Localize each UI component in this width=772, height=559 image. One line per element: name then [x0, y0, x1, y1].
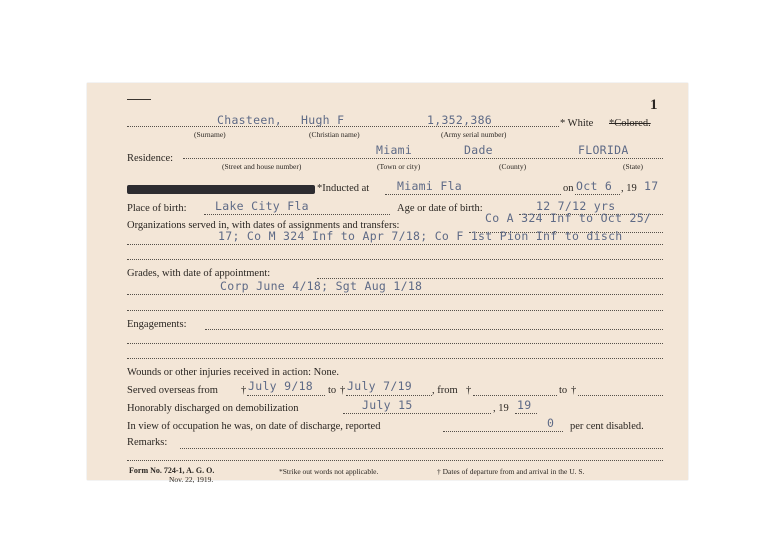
town-label: (Town or city)	[377, 162, 421, 171]
overseas-to-label: to	[328, 385, 337, 396]
remarks-label: Remarks:	[127, 437, 168, 448]
footnote-strike: *Strike out words not applicable.	[279, 467, 379, 476]
organizations-line1: Co A 324 Inf to Oct 25/	[485, 211, 652, 225]
residence-line	[183, 158, 663, 159]
birth-place: Lake City Fla	[215, 199, 309, 213]
residence-state: FLORIDA	[578, 143, 629, 157]
inducted-place: Miami Fla	[397, 179, 463, 193]
on-label: on	[563, 183, 574, 194]
birth-place-line	[204, 214, 390, 215]
county-label: (County)	[499, 162, 527, 171]
age-label: Age or date of birth:	[397, 203, 483, 214]
residence-label: Residence:	[127, 153, 174, 164]
discharge-date: July 15	[362, 398, 413, 412]
overseas-to-line	[346, 395, 432, 396]
overseas-from2-line	[473, 395, 557, 396]
discharge-date-line	[343, 413, 491, 414]
race-white: * White	[560, 118, 594, 129]
redacted-enlistment-text	[127, 185, 315, 194]
birth-age: 12 7/12 yrs	[536, 199, 616, 213]
occupation-label: In view of occupation he was, on date of discharge, reported	[127, 421, 381, 432]
state-label: (State)	[623, 162, 643, 171]
overseas-from-date: July 9/18	[248, 379, 314, 393]
footnote-dates: † Dates of departure from and arrival in the U. S.	[437, 467, 585, 476]
christian-name-value: Hugh F	[301, 113, 345, 127]
disability-line	[443, 431, 563, 432]
engagements-line3-rule	[127, 358, 663, 359]
race-colored-struck: *Colored.	[609, 118, 651, 129]
overseas-from-line	[247, 395, 325, 396]
induction-date-line	[575, 194, 620, 195]
form-number: Form No. 724-1, A. G. O.	[129, 466, 215, 475]
grades-label: Grades, with date of appointment:	[127, 268, 271, 279]
overseas-from2-dagger: †	[466, 385, 472, 396]
wounds-label: Wounds or other injuries received in action: None.	[127, 367, 340, 378]
serial-label: (Army serial number)	[441, 130, 507, 139]
form-date: Nov. 22, 1919.	[169, 475, 214, 484]
place-of-birth-label: Place of birth:	[127, 203, 187, 214]
grades-line2-rule	[127, 294, 663, 295]
inducted-place-line	[385, 194, 561, 195]
overseas-to-date: July 7/19	[347, 379, 413, 393]
induction-date: Oct 6	[576, 179, 613, 193]
served-overseas-label: Served overseas from	[127, 385, 218, 396]
serial-number-value: 1,352,386	[427, 113, 493, 127]
remarks-line2-rule	[127, 460, 663, 461]
overseas-from-dagger: †	[241, 385, 247, 396]
corner-mark	[127, 99, 151, 100]
organizations-line2: 17; Co M 324 Inf to Apr 7/18; Co F 1st Pion Inf to disch	[218, 229, 623, 243]
service-record-card	[87, 83, 688, 484]
organizations-label: Organizations served in, with dates of assignments and transfers:	[127, 220, 400, 231]
name-line	[127, 126, 559, 127]
surname-label: (Surname)	[194, 130, 226, 139]
disability-value: 0	[547, 416, 555, 430]
christian-name-label: (Christian name)	[309, 130, 360, 139]
induction-year: 17	[644, 179, 659, 193]
overseas-to2-dagger: †	[571, 385, 577, 396]
overseas-to-dagger: †	[340, 385, 346, 396]
discharged-label: Honorably discharged on demobilization	[127, 403, 299, 414]
card-number: 1	[650, 97, 658, 113]
discharge-year-line	[515, 413, 537, 414]
inducted-label: *Inducted at	[317, 183, 370, 194]
remarks-line1-rule	[180, 448, 663, 449]
surname-value: Chasteen,	[217, 113, 283, 127]
grades-line3-rule	[127, 310, 663, 311]
overseas-to2-line	[578, 395, 663, 396]
overseas-from2-label: , from	[432, 385, 458, 396]
engagements-line1-rule	[205, 329, 663, 330]
residence-county: Dade	[464, 143, 493, 157]
engagements-line2-rule	[127, 343, 663, 344]
residence-town: Miami	[376, 143, 413, 157]
organizations-line3-rule	[127, 259, 663, 260]
grades-value: Corp June 4/18; Sgt Aug 1/18	[220, 279, 423, 293]
discharge-year-prefix: , 19	[493, 403, 509, 414]
organizations-line2-rule	[127, 244, 663, 245]
induction-year-prefix: , 19	[621, 183, 637, 194]
discharge-year: 19	[517, 398, 532, 412]
overseas-to2-label: to	[559, 385, 568, 396]
per-cent-label: per cent disabled.	[570, 421, 644, 432]
engagements-label: Engagements:	[127, 319, 187, 330]
street-label: (Street and house number)	[222, 162, 302, 171]
